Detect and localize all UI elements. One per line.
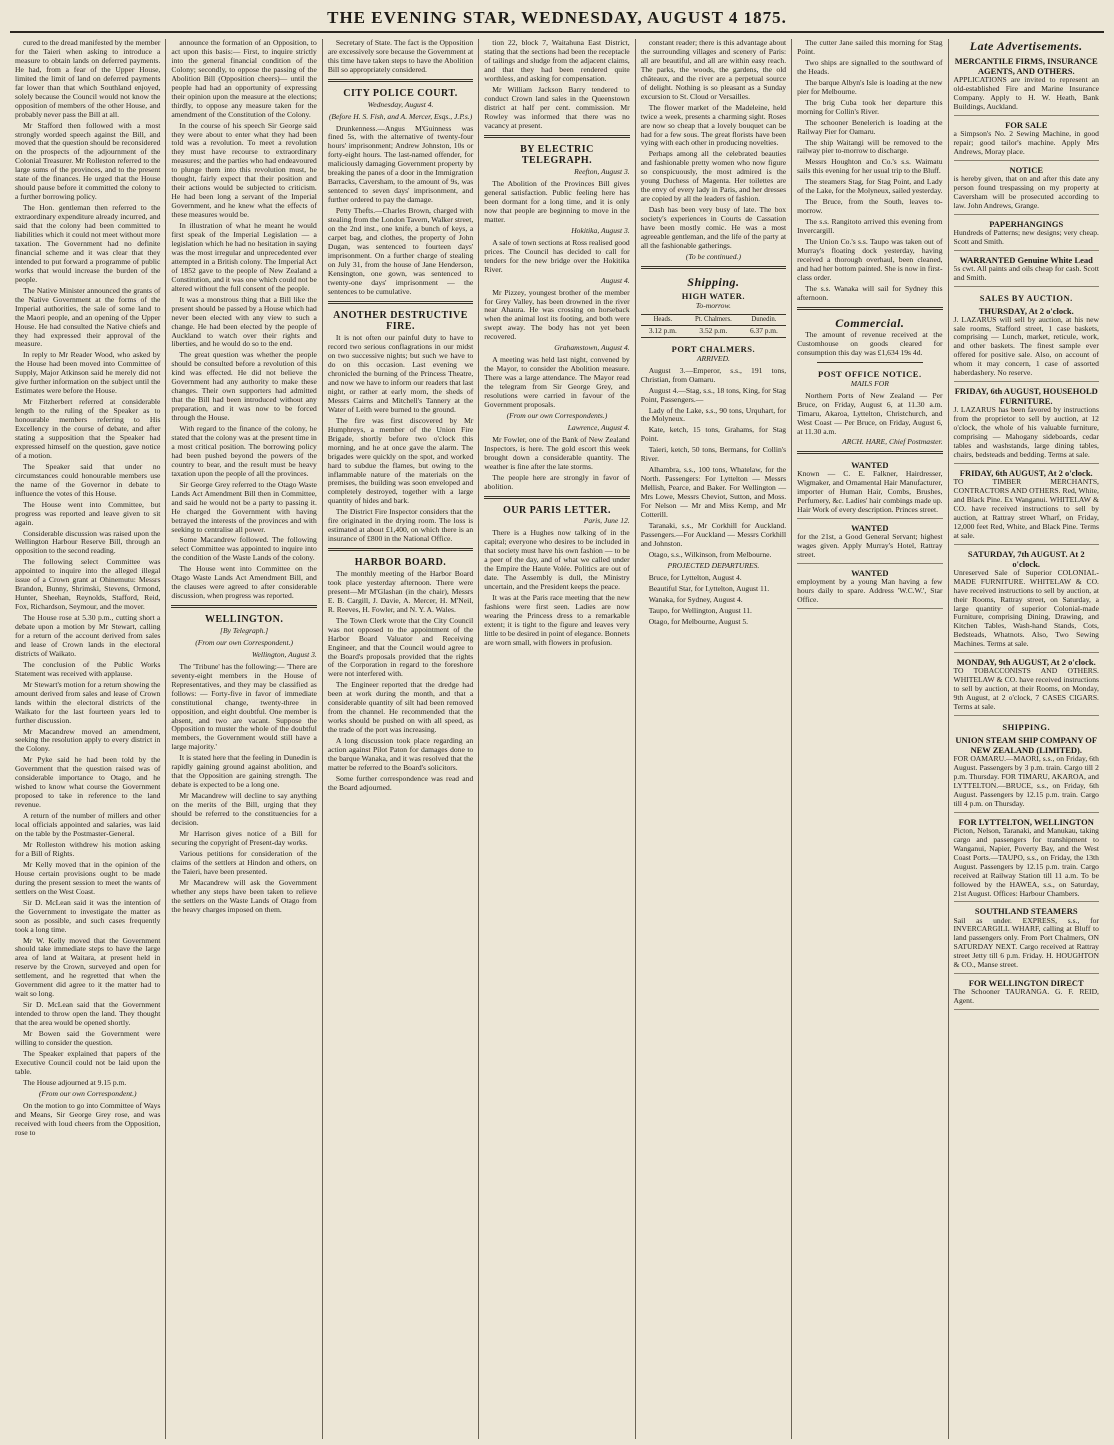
tide-value-row	[641, 326, 786, 338]
paragraph: The flower market of the Madeleine, held twice a week, presents a charming sight. Roses are now so cheap that a lovely bouquet can be had for a few sous. The great florists have been vying with each other in producing novelties.	[640, 102, 787, 148]
list-item: Taieri, ketch, 50 tons, Bermans, for Collin's River.	[640, 445, 787, 464]
ad-heading: SOUTHLAND STEAMERS	[974, 906, 1078, 917]
advertisement	[954, 384, 1099, 464]
paragraph: The House rose at 5.30 p.m., cutting short a debate upon a motion by Mr Stewart, calling for a return of the account derived from sales and lease of Crown lands in the electoral districts of Waikato.	[15, 613, 161, 658]
port-heading: PORT CHALMERS.	[671, 343, 756, 354]
paragraph: The House adjourned at 9.15 p.m.	[23, 1077, 127, 1087]
paragraph: The Bruce, from the South, leaves to-morrow.	[797, 197, 943, 216]
paragraph: With regard to the finance of the colony, he stated that the colony was at the present time in a most critical position. The borrowing policy had been pushed beyond the powers of the country to bear, and the result must be heavy taxation upon the people of all the provinces.	[171, 424, 317, 478]
ad-body: is hereby given, that on and after this date any person found trespassing on my property at Caversham will be prosecuted according to law. John Andrews, Grange.	[953, 173, 1099, 210]
paragraph: Messrs Houghton and Co.'s s.s. Waimatu sails this evening for her usual trip to the Bluff.	[797, 157, 943, 176]
correspondent-note: (From our own Correspondents.)	[506, 410, 608, 420]
ad-body: employment by a young Man having a few hours daily to spare. Address 'W.C.W.', Star Office.	[797, 577, 943, 605]
paragraph: Perhaps among all the celebrated beauties and fashionable pretty women who now figure so conspicuously, the most admired is the young Duchess of Magenta. Her toilettes are the envy of every lady in Paris, and her dresses are copied by all the leaders of fashion.	[640, 149, 787, 204]
divider	[328, 79, 473, 82]
paragraph: The Hon. gentleman then referred to the extraordinary expenditure already incurred, and said that the colony had been committed to liabilities which it could not meet without more taxation. The Government had no definite financial scheme and it was clear that they intended to put forward a programme of public works that would increase the burden of the people.	[15, 203, 161, 284]
paragraph: A meeting was held last night, convened by the Mayor, to consider the Abolition measure. There was a large attendance. The Mayor read the telegram from Sir George Grey, and resolutions were carried in favour of the Government proposals.	[484, 355, 630, 409]
paragraph: Mr Kelly moved that in the opinion of the House certain provisions ought to be made during the present session to meet the wants of settlers on the West Coast.	[15, 859, 161, 896]
paragraph: The District Fire Inspector considers that the fire originated in the drying room. The loss is estimated at about £1,400, on which there is an insurance of £800 in the National Office.	[327, 507, 474, 544]
list-item: Bruce, for Lyttelton, August 4.	[648, 572, 742, 582]
divider	[328, 301, 473, 304]
paragraph: The 'Tribune' has the following:— 'There are seventy-eight members in the House of Representatives, and they may be classified as follows: — Forty-five in favor of immediate constitutional change, twenty-three in opposition, and eight doubtful. One member is absent, and two are vacant. Suppose the Opposition to muster the whole of the doubtful members, the Government would still have a large majority.'	[171, 661, 317, 752]
paragraph: The Native Minister announced the grants of the Native Government at the forms of the Imperial authorities, the sale of some land to the Maori people, and an opening of the Upper House. He had consulted the Native chiefs and they had expressed their approval of the measure.	[15, 285, 161, 349]
high-water-sub: To-morrow.	[695, 301, 731, 311]
paragraph: Mr Stewart's motion for a return showing the amount derived from sales and lease of Crown lands within the electoral districts of the Waikato for the last fourteen years led to further discussion.	[15, 679, 161, 725]
ad-body: TO TIMBER MERCHANTS, CONTRACTORS AND OTHERS. Red, White, and Black Pine. Ex Wanganui. WHITELAW & CO. have received instructions to sell by auction, at Rattray street Wharf, on Friday, 12,000 feet Red, White, and Black Pine. Terms at sale.	[953, 477, 1099, 540]
list-item: August 4.—Stag, s.s., 18 tons, King, for Stag Point, Passengers.—	[640, 385, 787, 404]
paragraph: Mr William Jackson Barry tendered to conduct Crown land sales in the Queenstown district at half per cent. commission. Mr Rowley was informed that there was no vacancy at present.	[484, 84, 630, 130]
paragraph: The steamers Stag, for Stag Point, and Lady of the Lake, for the Molyneux, sailed yesterday.	[797, 177, 943, 196]
paragraph: Northern Ports of New Zealand — Per Bruce, on Friday, August 6, at 11.30 a.m. Timaru, Akaroa, Lyttelton, Christchurch, and West Coast — Per Bruce, on Friday, August 6, at 11.30 a.m.	[797, 390, 943, 436]
advertisement	[954, 733, 1099, 813]
section-heading-late-ads: Late Advertisements.	[969, 39, 1083, 53]
ad-body: a Simpson's No. 2 Sewing Machine, in good repair; good tailor's machine. Apply Mrs Andrews, Moray place.	[953, 129, 1099, 156]
section-heading-shipping: Shipping.	[687, 274, 740, 289]
paragraph: announce the formation of an Opposition, to act upon this basis:— First, to inquire strictly into the general financial condition of the Colony; secondly, to oppose the passing of the Abolition Bill (Opposition cheers)— until the people had had an opportunity of expressing their opinion upon the measure at the elections; thirdly, to oppose any measure taken for the amendment of the Constitution of the Colony.	[171, 39, 317, 119]
ad-heading: WANTED	[851, 568, 889, 579]
section-heading-paris: OUR PARIS LETTER.	[502, 504, 611, 516]
dateline: Reefton, August 3.	[574, 167, 630, 177]
divider	[484, 496, 629, 499]
divider	[797, 451, 942, 454]
paragraph: The monthly meeting of the Harbor Board took place yesterday afternoon. There were present—Mr M'Glashan (in the chair), Messrs E. B. Cargill, J. Davie, A. Mercer, H. M'Neil, R. Reeves, H. Fowler, and N. Y. A. Wales.	[327, 568, 474, 614]
paragraph: The Town Clerk wrote that the City Council was not opposed to the appointment of the Harbor Board Valuator and Receiving Engineer, and that the Council would agree to the Board's proposals provided that the rights of the Corporation in regard to the foreshore were not interfered with.	[327, 615, 474, 679]
paragraph: Two ships are signalled to the southward of the Heads.	[797, 57, 943, 76]
post-office-signature: ARCH. HARE, Chief Postmaster.	[842, 437, 943, 447]
paragraph: Considerable discussion was raised upon the Wellington Harbour Reserve Bill, through an opposition to the second reading.	[15, 528, 161, 556]
advertisement	[954, 655, 1099, 716]
ad-heading: WANTED	[851, 460, 889, 471]
divider	[797, 307, 942, 310]
advertisement	[954, 217, 1099, 251]
list-item: Beautiful Star, for Lyttelton, August 11.	[648, 583, 770, 593]
column-7	[949, 39, 1104, 1439]
paragraph: In illustration of what he meant he would first speak of the Imperial Legislation — a legislation which he had no hesitation in saying was the most irregular and unprecedented ever attempted in a British colony. The Imperial Act of 1852 gave to the people of New Zealand a Constitution, and it was one which could not be altered without the full consent of the people.	[171, 221, 317, 293]
paragraph: Dash has been very busy of late. The box society's experiences in Courts de Cassation have been mostly comic. He was a most agreeable gentleman, and the life of the party at all the fashionable gatherings.	[640, 205, 787, 250]
column-1	[10, 39, 166, 1439]
ad-heading: WANTED	[851, 523, 889, 534]
advertisement	[954, 976, 1099, 1010]
ad-body: Picton, Nelson, Taranaki, and Manukau, taking cargo and passengers for transhipment to Wanganui, Napier, Poverty Bay, and the West Coast Ports.—TAUPO, s.s., on Friday, the 13th August. Passengers by 12.15 p.m. train. Cargo received at Railway Station till 11 a.m. To be followed by the HAWEA, s.s., on Saturday, 21st August. Offices: Harbour Chambers.	[953, 825, 1099, 898]
ad-body: Hundreds of Patterns; new designs; very cheap. Scott and Smith.	[953, 227, 1099, 246]
continued-note: (To be continued.)	[685, 251, 741, 261]
advertisement	[954, 304, 1099, 383]
correspondent-note: (From our own Correspondent.)	[195, 637, 293, 647]
paragraph: It is not often our painful duty to have to record two serious conflagrations in our midst on two successive nights; but such we have to do on this occasion. Last evening we chronicled the burning of the Princess Theatre, and now we have to inform our readers that last night, or rather at early morn, the sheds of Messrs Cairns and Mitchell's Tannery at the Water of Leith were burned to the ground.	[327, 333, 474, 414]
paragraph: Sir D. McLean said it was the intention of the Government to investigate the matter as soon as possible, and such cases frequently took a long time.	[15, 897, 161, 934]
paragraph: A sale of town sections at Ross realised good prices. The Council has decided to call for tenders for the new bridge over the Hokitika River.	[484, 237, 630, 274]
ad-body: Unreserved Sale of Superior COLONIAL-MADE FURNITURE. WHITELAW & CO. have received instructions to sell by auction, at their Rooms, Rattray street, on Saturday, a large quantity of superior Colonial-made Furniture, comprising Dining, Drawing, and Kitchen Tables, Wash-hand Stands, Cots, Bedsteads, Whatnots. Also, Two Sewing Machines. Terms at sale.	[953, 567, 1099, 649]
column-6	[792, 39, 948, 1439]
paragraph: The amount of revenue received at the Customhouse on goods cleared for consumption this day was £1,634 19s 4d.	[797, 329, 943, 357]
divider	[641, 266, 786, 269]
paragraph: In the course of his speech Sir George said they were about to enter what they had been told was a revolution. To meet a revolution they must have recourse to extraordinary measures; and the parties who had endeavoured to plunge them into this revolution must, he thought, fairly expect that their position and their actions would be subjected to criticism. He had been long a servant of the Imperial Government, and he knew what the effects of these measures would be.	[171, 120, 317, 220]
section-heading-wellington: WELLINGTON.	[204, 614, 284, 626]
paragraph: Mr Rolleston withdrew his motion asking for a Bill of Rights.	[15, 839, 161, 858]
dateline: Wellington, August 3.	[251, 649, 317, 659]
paragraph: cured to the dread manifested by the member for the Taieri when asking to introduce a measure to obtain lands on deferred payments. He had, from a fear of the Upper House, limited the limit of land on deferred payments far lower than that which Southland enjoyed, solely because the Council would not know the opposition of members of the other House, and probably never pass the Bill at all.	[15, 39, 161, 119]
advertisement	[954, 815, 1099, 903]
list-item: Taranaki, s.s., Mr Corkhill for Auckland. Passengers.—For Auckland — Messrs Corkhill and Johnston.	[640, 520, 787, 548]
ad-heading: SATURDAY, 7th AUGUST. At 2 o'clock.	[967, 548, 1085, 569]
dateline: August 4.	[600, 275, 630, 285]
paragraph: A long discussion took place regarding an action against Pilot Paton for damages done to the barque Wanaka, and it was resolved that the matter be referred to the Board's solicitors.	[327, 736, 474, 772]
ad-heading: UNION STEAM SHIP COMPANY OF NEW ZEALAND (LIMITED).	[955, 735, 1098, 756]
paragraph: The House went into Committee, but progress was reported and leave given to sit again.	[15, 499, 161, 527]
tide-value: 3.52 p.m.	[685, 326, 742, 338]
paragraph: The brig Cuba took her departure this morning for Collin's River.	[797, 97, 943, 116]
tide-header: Heads.	[641, 315, 685, 326]
paragraph: Mr Macandrew will decline to say anything on the merits of the Bill, urging that they should be referred to the constituencies for a decision.	[171, 791, 317, 827]
paragraph: The Speaker said that under no circumstances could honourable members use the name of the Governor in debate to influence the votes of this House.	[15, 461, 161, 498]
paragraph: The Speaker explained that papers of the Executive Council could not be laid upon the table.	[15, 1048, 161, 1076]
column-4	[479, 39, 635, 1439]
masthead	[10, 6, 1104, 33]
ad-body: TO TOBACCONISTS AND OTHERS. WHITELAW & CO. have received instructions to sell by auction, at their Rooms, on Monday, 9th August, at 2 o'clock, 7 CASES CIGARS. Terms at sale.	[953, 666, 1099, 712]
ad-body: Sail as under. EXPRESS, s.s., for INVERCARGILL WHARF, calling at Bluff to land passengers only. From Port Chalmers, ON SATURDAY NEXT. Cargo received at Rattray street Jetty till 6 p.m. Friday. H. HOUGHTON & CO., Manse street.	[953, 915, 1099, 970]
bench: (Before H. S. Fish, and A. Mercer, Esqs., J.P.s.)	[328, 111, 473, 121]
paragraph: The people here are strongly in favor of abolition.	[484, 472, 630, 491]
ad-heading: MERCANTILE FIRMS, INSURANCE AGENTS, AND OTHERS.	[954, 56, 1098, 77]
divider	[328, 548, 473, 551]
page-title: THE EVENING STAR, WEDNESDAY, AUGUST 4 1875.	[327, 8, 787, 27]
tide-value: 3.12 p.m.	[641, 326, 685, 338]
dateline: Wednesday, August 4.	[367, 99, 434, 109]
divider	[817, 362, 922, 363]
paragraph: The schooner Benelerich is loading at the Railway Pier for Oamaru.	[797, 117, 943, 136]
paragraph: On the motion to go into Committee of Ways and Means, Sir George Grey rose, and was received with loud cheers from the Opposition, rose to	[15, 1100, 161, 1137]
ad-body: FOR OAMARU.—MAORI, s.s., on Friday, 6th August. Passengers by 3 p.m. train. Cargo till 2 p.m. Thursday. FOR TIMARU, AKAROA, and LYTTELTON.—BRUCE, s.s., on Friday, 6th August. Passengers by 12.15 p.m. train. Cargo till 4 p.m. on Thursday.	[953, 754, 1099, 808]
paragraph: Mr Macandrew will ask the Government whether any steps have been taken to relieve the settlers on the Waste Lands of Otago from the heavy charges imposed on them.	[171, 877, 317, 914]
paragraph: There is a Hughes now talking of in the capital; everyone who desires to be included in that society must have his own fashion — to be a peer of the day, and of what we called under the Empire the Haute Volée. Politics are out of date. The Assembly is dull, the Ministry uncertain, and the President keeps the peace.	[484, 528, 630, 592]
paragraph: Some further correspondence was read and the Board adjourned.	[327, 773, 474, 792]
tide-header: Dunedin.	[742, 315, 786, 326]
list-item: Taupo, for Wellington, August 11.	[648, 605, 752, 615]
ad-heading: FRIDAY, 6th AUGUST, HOUSEHOLD FURNITURE.	[954, 386, 1098, 407]
column-2	[166, 39, 322, 1439]
tide-header: Pt. Chalmers.	[685, 315, 742, 326]
ad-heading: THURSDAY, At 2 o'clock.	[978, 305, 1074, 316]
dateline: Hokitika, August 3.	[571, 225, 630, 235]
high-water-heading: HIGH WATER.	[681, 291, 746, 302]
paragraph: It was a monstrous thing that a Bill like the present should be passed by a House which had never been elected with any view to such a change. He had been elected by the people of Auckland to watch over their rights and liberties, and he would do so to the end.	[171, 294, 317, 349]
paragraph: Secretary of State. The fact is the Opposition are excessively sore because the Government at this time have taken steps to have the Abolition Bill so appropriately considered.	[327, 39, 474, 74]
ad-body: J. LAZARUS has been favored by instructions from the proprietor to sell by auction, at 12 o'clock, the whole of his valuable furniture, comprising — Mahogany sideboards, cedar tables and washstands, large dining tables, chairs, bedsteads and bedding. Terms at sale.	[953, 405, 1099, 460]
column-3	[323, 39, 479, 1439]
ad-heading: FOR LYTTELTON, WELLINGTON	[958, 816, 1094, 827]
paragraph: Sir George Grey referred to the Otago Waste Lands Act Amendment Bill then in Committee, and said he would not be a party to passing it. He charged the Government with having betrayed the interests of the provinces and with seeking to centralise all power.	[171, 479, 317, 534]
paragraph: The s.s. Rangitoto arrived this evening from Invercargill.	[797, 217, 943, 236]
paragraph: Mr W. Kelly moved that the Government should take immediate steps to have the large area of land at Waitara, at present held in reserve by the Crown, surveyed and open for settlement, and he regretted that when the Government did agree to it the matter had to wait so long.	[15, 935, 161, 999]
paragraph: Mr Pizzey, youngest brother of the member for Grey Valley, has been drowned in the river near Ahaura. He was crossing on horseback when the animal lost its footing, and both were swept away. The body has not yet been recovered.	[484, 287, 630, 342]
paragraph: It was at the Paris race meeting that the new fashions were first seen. Ladies are now wearing the Princess dress to a remarkable extent; it is tight to the figure and leaves very little to be desired in point of elegance. Bonnets are worn small, with flowers in profusion.	[484, 593, 630, 647]
paragraph: The Union Co.'s s.s. Taupo was taken out of Murray's floating dock yesterday, having received a thorough overhaul, been cleaned, and had her bottom painted. She is now in first-class order.	[797, 237, 943, 282]
paragraph: constant reader; there is this advantage about the surrounding villages and scenery of Paris: all are beautiful, and all are within easy reach. The parks, the woods, the gardens, the old châteaux, and the river are a perpetual source of delight. Nothing is so pleasant as a Sunday excursion to St. Cloud or Versailles.	[640, 39, 787, 101]
list-item: August 3.—Emperor, s.s., 191 tons, Christian, from Oamaru.	[640, 365, 787, 384]
paragraph: A return of the number of millers and other local officials appointed and salaries, was laid on the table by the Postmaster-General.	[15, 811, 161, 839]
divider	[484, 135, 629, 138]
dateline: Lawrence, August 4.	[567, 422, 630, 432]
advertisement	[797, 521, 942, 564]
paragraph: Mr Harrison gives notice of a Bill for securing the copyright of Present-day works.	[171, 828, 317, 847]
paragraph: The conclusion of the Public Works Statement was received with applause.	[15, 659, 161, 678]
ad-heading: FOR SALE	[1005, 120, 1048, 130]
paragraph: Drunkenness.—Angus M'Guinness was fined 5s, with the alternative of twenty-four hours' imprisonment; Andrew Johnston, 10s or forty-eight hours. The last-named offender, for maliciously damaging Government property by breaking the panes of a door in the Immigration Barracks, Caversham, to the amount of 9s, was sentenced to seven days' imprisonment, and further ordered to pay the damage.	[327, 123, 474, 205]
paragraph: The Engineer reported that the dredge had been at work during the month, and that a considerable quantity of silt had been removed from the channel. He recommended that the works should be pushed on with all speed, as the trade of the port was increasing.	[327, 680, 474, 735]
tide-table	[641, 314, 786, 338]
list-item: Alhambra, s.s., 100 tons, Whatelaw, for the North. Passengers: For Lyttelton — Messrs Mellish, Pearce, and Baker. For Wellington — Mrs Lowe, Messrs Cheviot, Sutton, and Moss. For Nelson — Mr and Miss Kemp, and Mr Cotterill.	[640, 465, 787, 520]
advertisement	[954, 547, 1099, 654]
paragraph: The s.s. Wanaka will sail for Sydney this afternoon.	[797, 283, 943, 302]
section-heading-harbour: HARBOR BOARD.	[354, 557, 447, 569]
ad-heading: WARRANTED Genuine White Lead	[959, 254, 1093, 265]
advertisement	[954, 118, 1099, 161]
ad-body: Known — C. E. Falkner, Hairdresser, Wigmaker, and Ornamental Hair Manufacturer, importer of Human Hair, Combs, Brushes, Perfumery, &c. Ladies' hair combings made up. Hair Work of every description. Princes street.	[797, 469, 943, 515]
paragraph: In reply to Mr Reader Wood, who asked by the House had been moved into Committee of Supply, Major Atkinson said he merely did not give further information on the subject until the Estimates were before the House.	[15, 350, 161, 396]
paragraph: Some Macandrew followed. The following select Committee was appointed to inquire into the condition of the Waste Lands of the colony.	[171, 535, 317, 563]
arrived-label: ARRIVED.	[696, 353, 730, 363]
section-heading-commercial: Commercial.	[835, 315, 905, 330]
paragraph: It is stated here that the feeling in Dunedin is rapidly gaining ground against abolition, and that the Opposition are gaining strength. The debate is expected to be a long one.	[171, 753, 317, 790]
ad-heading: FOR WELLINGTON DIRECT	[968, 978, 1084, 989]
paragraph: Mr Stafford then followed with a most strongly worded speech against the Bill, and moved that the question should be reconsidered on the prospects of the adjournment of the Colonial Treasurer. Mr Rolleston referred to the large sums of the provinces, and to the present state of the finances. He urged that the House should pause before it committed the colony to a further borrowing policy.	[15, 120, 161, 202]
column-5	[636, 39, 792, 1439]
advertisement	[954, 904, 1099, 974]
columns	[10, 39, 1104, 1439]
paragraph: Petty Thefts.—Charles Brown, charged with stealing from the London Tavern, Walker street, on the 2nd inst., one knife, a bunch of keys, a carpet bag, and clothes, the property of John Dugan, was sentenced to fourteen days' imprisonment. On a further charge of stealing on July 31, from the house of Jane Henderson, Kensington, one gown, was sentenced to twenty-one days' imprisonment — the sentences to be cumulative.	[327, 206, 474, 296]
paragraph: The ship Waitangi will be removed to the railway pier to-morrow to discharge.	[797, 137, 943, 156]
paragraph: The House went into Committee on the Otago Waste Lands Act Amendment Bill, and the clauses were agreed to after considerable discussion, when progress was reported.	[171, 564, 317, 601]
section-heading-police: CITY POLICE COURT.	[343, 87, 458, 99]
paragraph: Various petitions for consideration of the claims of the settlers at Hindon and others, on the Taieri, have been presented.	[171, 848, 317, 876]
advertisement	[954, 163, 1099, 215]
dateline: Grahamstown, August 4.	[554, 343, 630, 353]
tide-value: 6.37 p.m.	[742, 326, 786, 338]
ad-heading: PAPERHANGINGS	[989, 218, 1064, 229]
divider	[171, 605, 316, 608]
advertisement	[954, 54, 1099, 116]
section-heading-fire: ANOTHER DESTRUCTIVE FIRE.	[333, 309, 468, 333]
paragraph: The Abolition of the Provinces Bill gives general satisfaction. Public feeling here has been dormant for a long time, and it is only now that people are beginning to move in the matter.	[484, 179, 630, 224]
paragraph: Mr Macandrew moved an amendment, seeking the resolution apply to every district in the Colony.	[15, 726, 161, 754]
ad-heading: MONDAY, 9th AUGUST, At 2 o'clock.	[956, 657, 1096, 668]
ad-body: The Schooner TAURANGA. G. F. REID, Agent.	[953, 987, 1099, 1006]
list-item: Wanaka, for Sydney, August 4.	[648, 594, 743, 604]
list-item: Kate, ketch, 15 tons, Grahams, for Stag Point.	[640, 425, 787, 444]
paragraph: Sir D. McLean said that the Government intended to throw open the land. They thought that the area would be opened shortly.	[15, 1000, 161, 1028]
paragraph: Mr Fowler, one of the Bank of New Zealand Inspectors, is here. The gold escort this week brought down a considerable quantity. The weather is fine after the late storms.	[484, 434, 630, 471]
ad-body: J. LAZARUS will sell by auction, at his new sale rooms, Stafford street, 1 case baskets, comprising — Lunch, market, reticule, work, and other baskets. The finest sample ever offered for positive sale. Also, on account of whom it may concern, 1 case of assorted haberdashery. No reserve.	[953, 314, 1099, 378]
ad-body: APPLICATIONS are invited to represent an old-established Fire and Marine Insurance Company. Apply to H. W. Heath, Bank Buildings, Auckland.	[953, 75, 1099, 112]
section-heading-sales: SALES BY AUCTION.	[979, 292, 1073, 303]
list-item: Lady of the Lake, s.s., 90 tons, Urquhart, for the Molyneux.	[640, 405, 787, 424]
byline: [By Telegraph.]	[220, 625, 269, 635]
list-item: Otago, for Melbourne, August 5.	[648, 616, 749, 626]
paragraph: Mr Fitzherbert referred at considerable length to the ruling of the Speaker as to honourable members referring to His Excellency in the course of debate, and after stating a supposition that the Speaker had expressed himself on the question, gave notice of a motion.	[15, 397, 161, 460]
projected-label: PROJECTED DEPARTURES.	[667, 560, 760, 570]
list-item: Otago, s.s., Wilkinson, from Melbourne.	[648, 549, 772, 559]
advertisement	[797, 458, 942, 519]
paragraph: The following select Committee was appointed to inquire into the alleged illegal issue of a Crown grant at Ohinemutu: Messrs Brandon, Bunny, Shrimski, Stevens, Ormond, Hunter, Sheehan, Reynolds, Stafford, Reid, Fox, Richardson, Seymour, and the mover.	[15, 557, 161, 612]
paragraph: The fire was first discovered by Mr Humphreys, a member of the Union Fire Brigade, shortly before two o'clock this morning, and he at once gave the alarm. The brigades were quickly on the spot, and worked hard to subdue the flames, but owing to the inflammable nature of the materials on the premises, the building was soon enveloped and completely destroyed, together with a large quantity of hides and bark.	[327, 415, 474, 506]
ad-body: 5s cwt. All paints and oils cheap for cash. Scott and Smith.	[953, 263, 1099, 282]
dateline: Paris, June 12.	[583, 516, 630, 526]
tide-header-row	[641, 315, 786, 326]
paragraph: The great question was whether the people should be consulted before a revolution of this kind was effected. He did not believe the Government had any authority to make these changes. Their own supporters had admitted that the Bill had been introduced without any preparation, and it was now to be forced through the House.	[171, 350, 317, 423]
advertisement	[954, 466, 1099, 545]
post-office-sub: MAILS FOR	[850, 378, 889, 388]
paragraph: tion 22, block 7, Waitahuna East District, stating that the sections had been the receptacle of tailings and sludge from the adjacent claims, and that they had been rendered quite worthless, and asking for compensation.	[484, 39, 630, 83]
ad-heading: NOTICE	[1009, 164, 1044, 175]
post-office-heading: POST OFFICE NOTICE.	[818, 368, 922, 379]
advertisement	[797, 566, 942, 609]
paragraph: The cutter Jane sailed this morning for Stag Point.	[797, 39, 943, 56]
paragraph: Mr Pyke said he had been told by the Government that the question raised was of considerable importance to Otago, and he wished to know what course the Government proposed to take in reference to the land revenue.	[15, 755, 161, 810]
section-heading-shipping-ads: SHIPPING.	[1002, 722, 1051, 733]
ad-heading: FRIDAY, 6th AUGUST, At 2 o'clock.	[959, 468, 1093, 478]
section-heading-telegraph: BY ELECTRIC TELEGRAPH.	[520, 143, 594, 167]
correspondent-note: (From our own Correspondent.)	[38, 1088, 137, 1098]
advertisement	[954, 253, 1099, 287]
paragraph: The barque Albyn's Isle is loading at the new pier for Melbourne.	[797, 77, 943, 96]
paragraph: Mr Bowen said the Government were willing to consider the question.	[15, 1029, 161, 1047]
ad-body: for the 21st, a Good General Servant; highest wages given. Apply Murray's Hotel, Rattray street.	[797, 532, 943, 560]
